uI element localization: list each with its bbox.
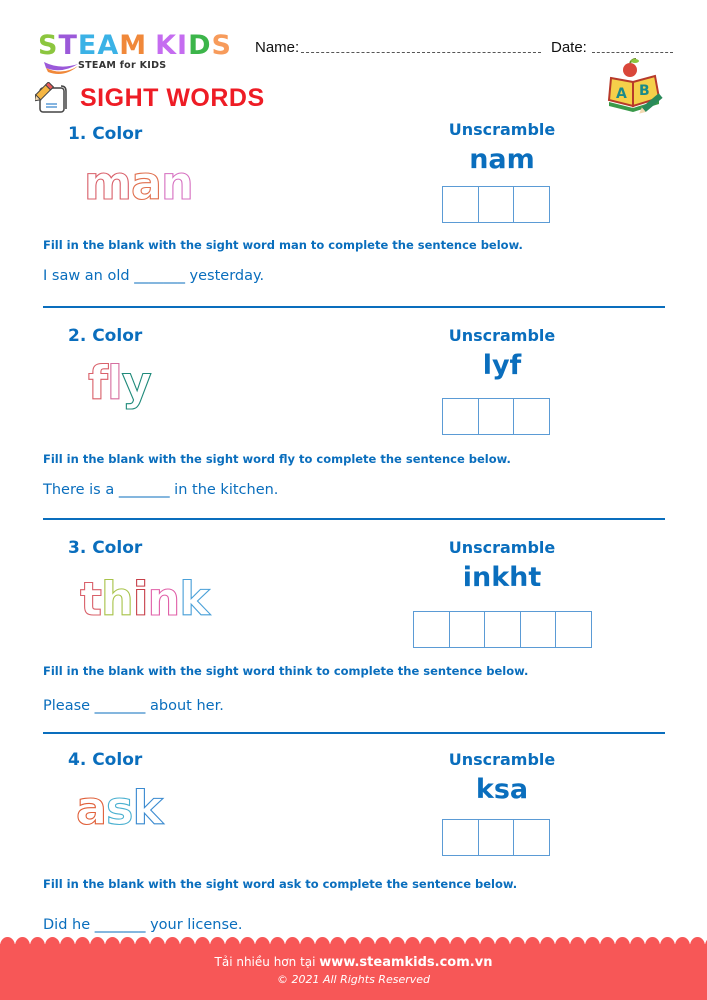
logo-letter: S [211,30,232,61]
footer-download-prefix: Tải nhiều hơn tại [214,955,316,969]
outline-letter[interactable]: m [84,156,131,210]
letter-box[interactable] [484,611,521,648]
logo-letter: S [38,30,59,61]
fill-blank-sentence[interactable]: Please _______ about her. [43,698,224,714]
letter-box-grid [442,398,550,435]
steam-kids-logo [38,32,238,76]
abc-book-icon [605,58,665,114]
fill-blank-sentence[interactable]: Did he _______ your license. [43,917,243,933]
pencil-paper-icon [35,82,69,114]
footer [0,944,707,1000]
letter-box[interactable] [442,186,479,223]
section-divider [43,518,665,520]
color-heading: 2. Color [68,326,143,346]
logo-letter: T [58,30,78,61]
outline-letter[interactable]: a [130,156,161,210]
fill-blank-instruction: Fill in the blank with the sight word man to complete the sentence below. [43,238,523,252]
letter-box[interactable] [478,398,515,435]
date-label: Date: [551,39,587,56]
color-heading: 3. Color [68,538,143,558]
scrambled-word: lyf [482,350,522,381]
letter-box[interactable] [520,611,557,648]
letter-box[interactable] [555,611,592,648]
outline-letter[interactable]: k [179,572,209,626]
name-field[interactable] [301,52,541,53]
letter-box[interactable] [442,398,479,435]
fill-blank-instruction: Fill in the blank with the sight word fly to complete the sentence below. [43,452,511,466]
outline-letter[interactable]: t [80,572,101,626]
section-divider [43,306,665,308]
outline-letter[interactable]: k [132,781,163,835]
outline-letter[interactable]: y [121,356,151,410]
color-heading: 1. Color [68,124,143,144]
letter-box[interactable] [513,819,550,856]
fill-blank-instruction: Fill in the blank with the sight word think to complete the sentence below. [43,664,529,678]
fill-blank-sentence[interactable]: There is a _______ in the kitchen. [43,482,279,498]
letter-box-grid [442,819,550,856]
scrambled-word: nam [469,144,535,175]
color-heading: 4. Color [68,750,143,770]
letter-box[interactable] [478,186,515,223]
outline-letter[interactable]: n [160,156,193,210]
section-divider [43,732,665,734]
outline-letter[interactable]: n [147,572,180,626]
colorable-word-outline[interactable] [84,156,193,210]
letter-box[interactable] [513,398,550,435]
outline-letter[interactable]: a [76,781,107,835]
footer-copyright: © 2021 All Rights Reserved [276,973,430,986]
footer-download-line [0,955,707,970]
colorable-word-outline[interactable] [80,572,209,626]
colorable-word-outline[interactable] [88,356,151,410]
scrambled-word: ksa [475,774,529,805]
outline-letter[interactable]: i [132,572,148,626]
letter-box-grid [413,611,592,648]
outline-letter[interactable]: h [101,572,133,626]
letter-box[interactable] [413,611,450,648]
outline-letter[interactable]: f [88,356,108,410]
logo-letter: E [77,30,98,61]
logo-swoosh-icon [42,60,80,76]
outline-letter[interactable]: s [106,781,133,835]
letter-box[interactable] [442,819,479,856]
unscramble-label: Unscramble [448,326,556,345]
colorable-word-outline[interactable] [76,781,163,835]
logo-letter: K [155,30,178,61]
logo-title [38,32,232,59]
letter-box-grid [442,186,550,223]
logo-subtitle: STEAM for KIDS [78,60,167,71]
logo-letter: A [97,30,120,61]
name-label: Name: [255,39,300,56]
letter-box[interactable] [478,819,515,856]
letter-box[interactable] [449,611,486,648]
logo-letter: M [119,30,148,61]
page-title: SIGHT WORDS [80,84,265,112]
logo-letter: I [177,30,189,61]
logo-letter: D [188,30,212,61]
scrambled-word: inkht [462,562,542,593]
svg-text:A: A [616,86,627,102]
unscramble-label: Unscramble [448,120,556,139]
footer-website-link[interactable]: www.steamkids.com.vn [319,955,493,970]
fill-blank-instruction: Fill in the blank with the sight word ask to complete the sentence below. [43,877,518,891]
date-field[interactable] [592,52,673,53]
unscramble-label: Unscramble [448,750,556,769]
letter-box[interactable] [513,186,550,223]
fill-blank-sentence[interactable]: I saw an old _______ yesterday. [43,268,265,284]
svg-text:B: B [639,83,650,99]
outline-letter[interactable]: l [107,356,122,410]
unscramble-label: Unscramble [448,538,556,557]
